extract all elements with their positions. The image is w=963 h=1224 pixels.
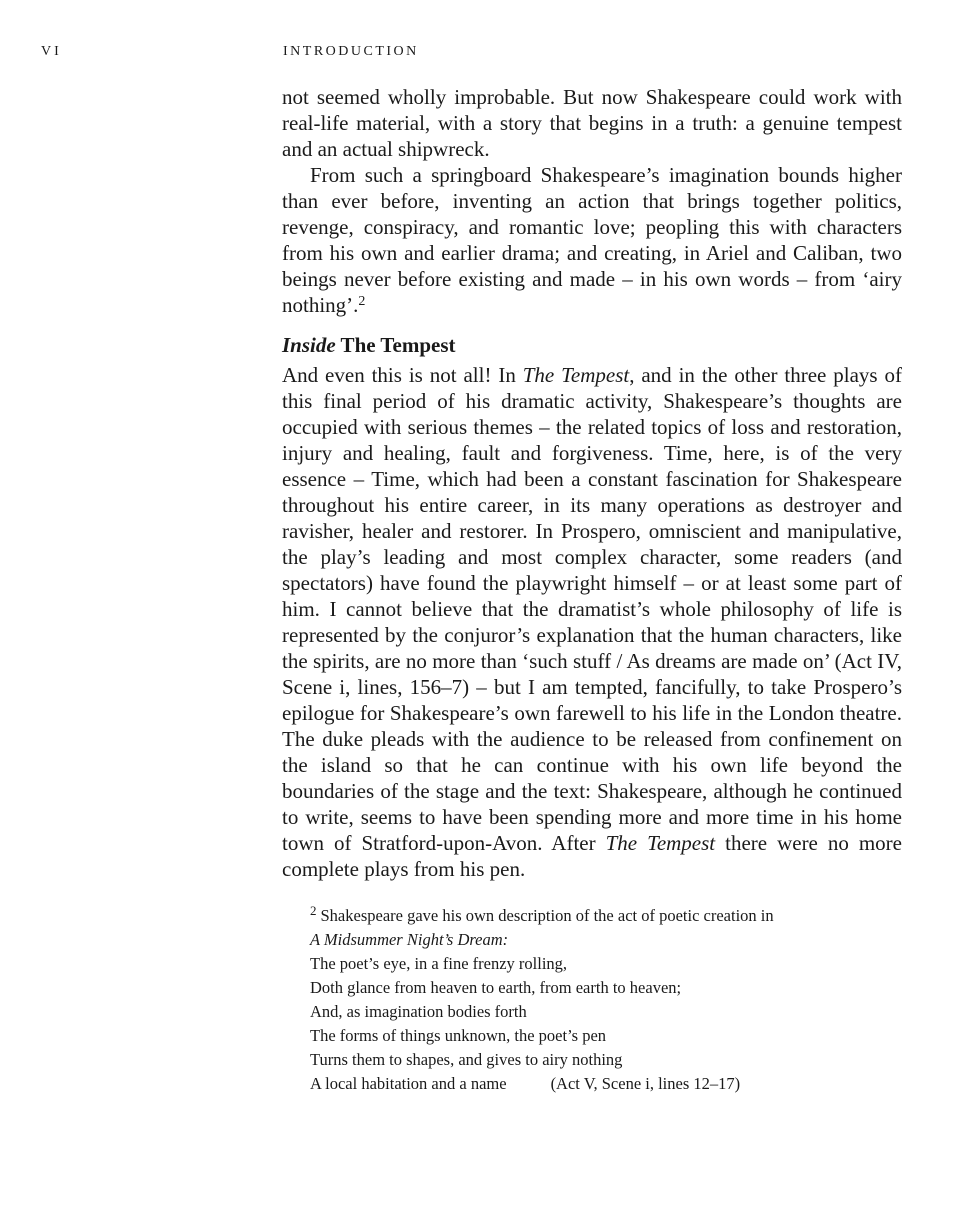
- footnote-reference: 2: [358, 294, 366, 309]
- footnote: [310, 904, 902, 1096]
- paragraph-text-c: there were no more complete plays from his pen.: [282, 831, 902, 881]
- footnote-work-title: [310, 928, 902, 952]
- verse-citation: (Act V, Scene i, lines 12–17): [550, 1074, 741, 1093]
- paragraph-continued: not seemed wholly improbable. But now Shakespeare could work with real-life material, with a story that begins in a truth: a genuine tempest and an actual shipwreck.: [282, 85, 902, 161]
- text-column: [282, 84, 902, 1096]
- paragraph-inside-tempest: [282, 362, 902, 882]
- verse-line: A local habitation and a name: [310, 1074, 507, 1093]
- work-title: A Midsummer Night’s Dream:: [310, 930, 509, 949]
- footnote-intro: [310, 904, 902, 928]
- section-heading: [282, 332, 902, 358]
- play-title: The Tempest: [605, 831, 716, 855]
- play-title: The Tempest: [522, 363, 630, 387]
- verse-line: And, as imagination bodies forth: [310, 1002, 527, 1021]
- section-title: INTRODUCTION: [283, 44, 419, 59]
- verse-line-with-citation: [310, 1072, 902, 1096]
- footnote-number: 2: [310, 903, 317, 918]
- section-heading-rest: The Tempest: [335, 333, 456, 357]
- page-number: VI: [41, 44, 62, 59]
- running-head: [0, 44, 963, 64]
- verse-line: Doth glance from heaven to earth, from earth to heaven;: [310, 978, 682, 997]
- paragraph-springboard: [282, 162, 902, 318]
- verse-line: The poet’s eye, in a fine frenzy rolling,: [310, 954, 568, 973]
- paragraph-springboard-text: From such a springboard Shakespeare’s imagination bounds higher than ever before, inventing an action that brings together politics, revenge, conspiracy, and romantic love; peopling this with characters from his own and earlier drama; and creating, in Ariel and Caliban, two beings never before existing and made – in his own words – from ‘airy nothing’.: [282, 163, 902, 317]
- verse-line: The forms of things unknown, the poet’s pen: [310, 1026, 607, 1045]
- paragraph-text-b: , and in the other three plays of this final period of his dramatic activity, Shakespeare’s thoughts are occupied with serious themes – the related topics of loss and restoration, injury and healing, fault and forgiveness. Time, here, is of the very essence – Time, which had been a constant fascination for Shakespeare throughout his entire career, in its many operations as destroyer and ravisher, healer and restorer. In Prospero, omniscient and manipulative, the play’s leading and most complex character, some readers (and spectators) have found the playwright himself – or at least some part of him. I cannot believe that the dramatist’s whole philosophy of life is represented by the conjuror’s explanation that the human characters, like the spirits, are no more than ‘such stuff / As dreams are made on’ (Act IV, Scene i, lines, 156–7) – but I am tempted, fancifully, to take Prospero’s epilogue for Shakespeare’s own farewell to his life in the London theatre. The duke pleads with the audience to be released from confinement on the island so that he can continue with his own life beyond the boundaries of the stage and the text: Shakespeare, although he continued to write, seems to have been spending more and more time in his home town of Stratford-upon-Avon. After: [282, 363, 902, 855]
- paragraph-text-a: And even this is not all! In: [282, 363, 523, 387]
- section-heading-italic: Inside: [282, 333, 336, 357]
- footnote-text: Shakespeare gave his own description of the act of poetic creation in: [320, 906, 774, 925]
- verse-line: Turns them to shapes, and gives to airy nothing: [310, 1050, 623, 1069]
